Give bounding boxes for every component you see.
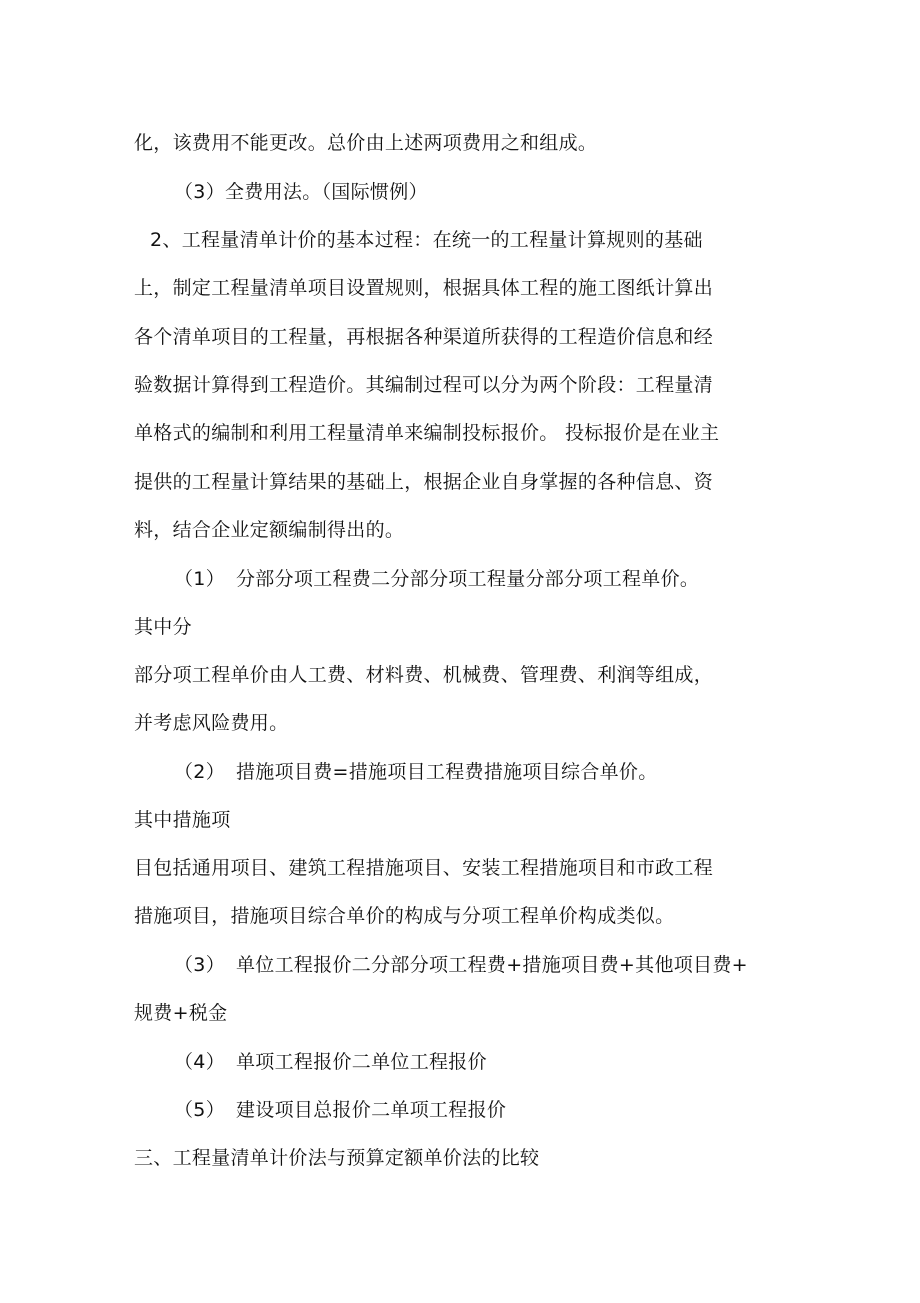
text-line: 其中分 (134, 616, 192, 638)
list-item-text: 建设项目总报价二单项工程报价 (236, 1099, 507, 1121)
list-item-number: （4） (174, 1051, 225, 1073)
text-line: 各个清单项目的工程量，再根据各种渠道所获得的工程造价信息和经 (134, 326, 714, 348)
text-line: 化，该费用不能更改。总价由上述两项费用之和组成。 (134, 132, 598, 154)
text-line: （3）全费用法。（国际惯例） (174, 181, 428, 203)
text-line: 并考虑风险费用。 (134, 712, 289, 734)
list-item-number: （3） (174, 954, 225, 976)
list-item-number: （2） (174, 761, 225, 783)
text-line: 上，制定工程量清单项目设置规则，根据具体工程的施工图纸计算出 (134, 277, 714, 299)
list-item-text: 单位工程报价二分部分项工程费+措施项目费+其他项目费+ (236, 954, 748, 976)
text-line: 规费+税金 (134, 1002, 228, 1024)
list-item (174, 567, 699, 591)
list-item-text: 单项工程报价二单位工程报价 (236, 1051, 487, 1073)
text-line: 料，结合企业定额编制得出的。 (134, 519, 405, 541)
text-line: 目包括通用项目、建筑工程措施项目、安装工程措施项目和市政工程 (134, 857, 714, 879)
list-item-number: （5） (174, 1099, 225, 1121)
list-item (174, 1050, 487, 1074)
section-heading: 三、工程量清单计价法与预算定额单价法的比较 (134, 1147, 540, 1169)
text-line: 措施项目，措施项目综合单价的构成与分项工程单价构成类似。 (134, 905, 675, 927)
list-item (174, 760, 658, 784)
list-item (174, 1098, 506, 1122)
text-line: 提供的工程量计算结果的基础上，根据企业自身掌握的各种信息、资 (134, 471, 714, 493)
text-line: 其中措施项 (134, 809, 231, 831)
text-line: 部分项工程单价由人工费、材料费、机械费、管理费、利润等组成， (134, 664, 714, 686)
text-line: 验数据计算得到工程造价。其编制过程可以分为两个阶段：工程量清 (134, 374, 714, 396)
text-line: 单格式的编制和利用工程量清单来编制投标报价。 投标报价是在业主 (134, 422, 720, 444)
list-item-number: （1） (174, 568, 225, 590)
list-item-text: 分部分项工程费二分部分项工程量分部分项工程单价。 (236, 568, 700, 590)
list-item-text: 措施项目费=措施项目工程费措施项目综合单价。 (236, 761, 658, 783)
text-line: 2、工程量清单计价的基本过程：在统一的工程量计算规则的基础 (150, 229, 703, 251)
list-item (174, 953, 748, 977)
